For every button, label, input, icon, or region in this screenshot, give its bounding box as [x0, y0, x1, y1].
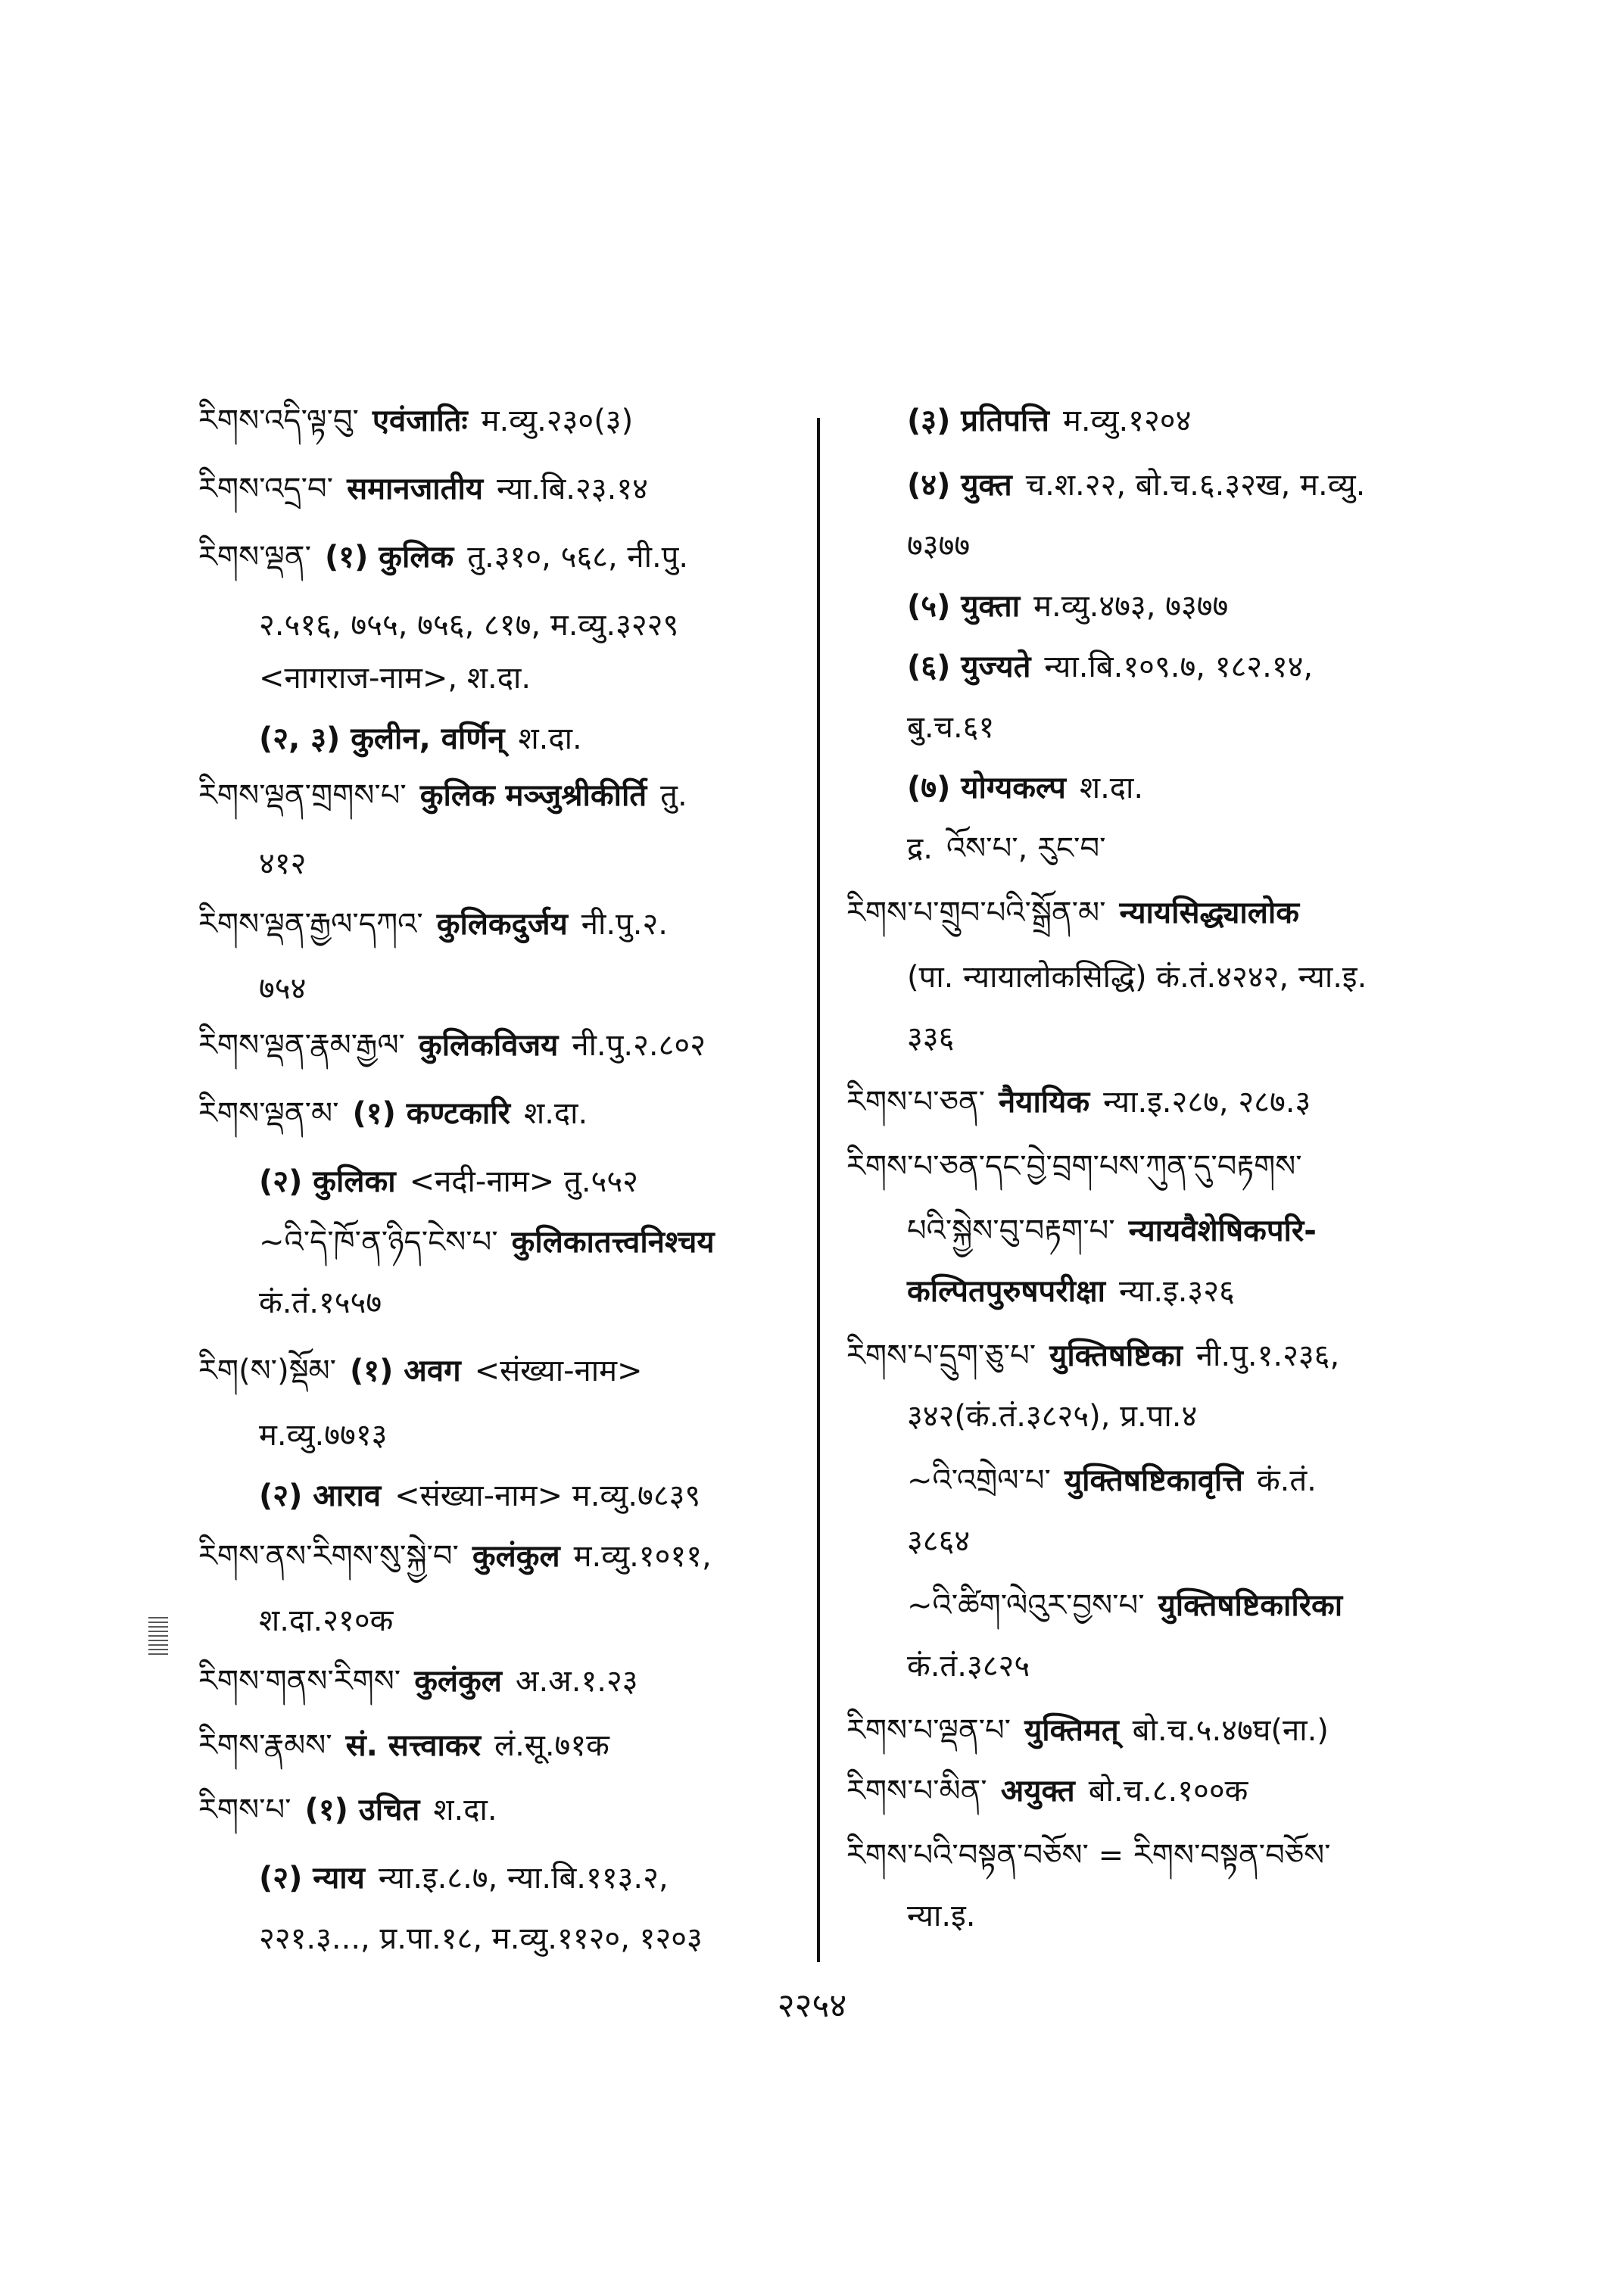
entry-line: [259, 1162, 652, 1201]
entry-line: [907, 1522, 983, 1561]
tibetan-headword: རིགས་པ་ཅན་: [846, 1085, 986, 1120]
reference: ७५४: [259, 971, 307, 1006]
reference: म.व्यु.४७३, ७३७७: [1033, 589, 1229, 624]
reference: श.दा.: [524, 1096, 588, 1131]
reference: ३४२(कं.तं.३८२५), प्र.पा.४: [907, 1399, 1198, 1434]
entry-line: [198, 1537, 725, 1576]
tibetan-headword: རིགས་ལྡན་གྲགས་པ་: [198, 778, 407, 813]
tibetan-headword: རིགས་པ་: [198, 1793, 291, 1827]
sanskrit-equivalent: एवंजातिः: [372, 403, 468, 438]
tibetan-headword: རིགས་ལྡན་: [198, 540, 311, 575]
entry-line: [907, 708, 1008, 747]
reference: श.दा.: [1079, 771, 1144, 805]
reference: कं.तं.१५५७: [259, 1285, 382, 1320]
entry-line: [907, 1397, 1211, 1436]
tibetan-headword: ~འི་ཚིག་ལེའུར་བྱས་པ་: [907, 1588, 1145, 1623]
tibetan-headword: རིགས་འདི་ལྟ་བུ་: [198, 403, 359, 438]
entry-line: [198, 1790, 511, 1830]
sanskrit-equivalent: सं. सत्त्वाकर: [345, 1728, 481, 1763]
tibetan-headword: ~འི་འགྲེལ་པ་: [907, 1463, 1051, 1498]
sanskrit-equivalent: (२) कुलिका: [259, 1164, 396, 1199]
entry-line: [907, 958, 1380, 997]
entry-line: [907, 1586, 1356, 1625]
entry-line: [907, 526, 983, 565]
sanskrit-equivalent: कुलिकातत्त्वनिश्चय: [511, 1225, 715, 1260]
tibetan-headword: རིགས་པའི་བསྟན་བཅོས་ = རིགས་བསྟན་བཅོས་: [846, 1838, 1331, 1873]
sanskrit-equivalent: (१) कण्टकारि: [352, 1096, 511, 1131]
margin-mark: [148, 1617, 168, 1655]
entry-line: [907, 1896, 989, 1936]
entry-line: [907, 587, 1242, 626]
sanskrit-equivalent: कल्पितपुरुषपरीक्षा: [907, 1274, 1105, 1309]
entry-line: [907, 466, 1379, 505]
sanskrit-equivalent: (२) न्याय: [259, 1861, 365, 1896]
reference: श.दा.: [433, 1793, 497, 1827]
entry-line: [198, 1726, 623, 1765]
entry-line: [846, 1771, 1261, 1811]
tibetan-headword: རིགས་པ་གྲུབ་པའི་སྒྲོན་མ་: [846, 896, 1106, 930]
sanskrit-equivalent: कुलिकविजय: [418, 1028, 559, 1063]
sanskrit-equivalent: (१) अवग: [349, 1354, 461, 1388]
tibetan-headword: རིག(ས་)སྡོམ་: [198, 1354, 336, 1388]
entry-line: [907, 1272, 1248, 1311]
reference: न्या.इ.२८७, २८७.३: [1103, 1085, 1311, 1120]
sanskrit-equivalent: (३) प्रतिपत्ति: [907, 403, 1049, 438]
reference: ७३७७: [907, 528, 971, 563]
page-number: २२५४: [777, 1986, 847, 2025]
reference: ४१२: [259, 846, 307, 881]
sanskrit-equivalent: नैयायिक: [999, 1085, 1090, 1120]
reference: (पा. न्यायालोकसिद्धि) कं.तं.४२४२, न्या.इ.: [907, 960, 1367, 995]
reference: श.दा.: [518, 721, 582, 756]
sanskrit-equivalent: युक्तिमत्: [1024, 1713, 1119, 1748]
entry-line: [846, 1711, 1342, 1750]
entry-line: [259, 606, 692, 645]
reference: न्या.बि.२३.१४: [497, 472, 648, 506]
sanskrit-equivalent: न्यायसिद्ध्यालोक: [1119, 896, 1299, 930]
reference: म.व्यु.१२०४: [1062, 403, 1192, 438]
entry-line: [907, 768, 1157, 808]
tibetan-headword: རིགས་ནས་རིགས་སུ་སྐྱེ་བ་: [198, 1539, 459, 1574]
sanskrit-equivalent: युक्तिषष्टिकारिका: [1158, 1588, 1343, 1623]
entry-line: [198, 1094, 601, 1133]
sanskrit-equivalent: समानजातीय: [347, 472, 484, 506]
sanskrit-equivalent: (७) योग्यकल्प: [907, 771, 1066, 805]
entry-line: [259, 719, 596, 759]
sanskrit-equivalent: कुलिकदुर्जय: [436, 907, 568, 942]
entry-line: [846, 1836, 1345, 1875]
tibetan-headword: རིགས་ལྡན་རྒྱལ་དཀའ་: [198, 907, 423, 942]
entry-line: [198, 905, 681, 944]
tibetan-headword: རིགས་རྣམས་: [198, 1728, 332, 1763]
tibetan-headword: རིགས་པ་དྲུག་ཅུ་པ་: [846, 1338, 1036, 1373]
tibetan-headword: འོས་པ་, རུང་བ་: [946, 831, 1106, 866]
reference: न्या.इ.३२६: [1119, 1274, 1235, 1309]
sanskrit-equivalent: (६) युज्यते: [907, 650, 1031, 684]
entry-line: [907, 829, 1119, 868]
entry-line: [907, 401, 1205, 441]
entry-line: [198, 469, 662, 509]
entry-line: [907, 1211, 1330, 1251]
reference: बो.च.८.१००क: [1088, 1774, 1248, 1809]
entry-line: [907, 647, 1326, 687]
sanskrit-equivalent: (४) युक्त: [907, 468, 1012, 503]
entry-line: [846, 1336, 1353, 1375]
entry-line: [198, 1351, 656, 1391]
entry-line: [198, 1026, 719, 1065]
sanskrit-equivalent: न्यायवैशेषिकपरि-: [1128, 1213, 1317, 1248]
reference: बो.च.५.४७घ(ना.): [1132, 1713, 1329, 1748]
reference: बु.च.६१: [907, 710, 995, 745]
reference: ३३६: [907, 1020, 955, 1055]
sanskrit-equivalent: (२) आराव: [259, 1478, 382, 1513]
reference: २२१.३..., प्र.पा.१८, म.व्यु.११२०, १२०३: [259, 1921, 703, 1956]
entry-line: [259, 1919, 716, 1958]
entry-line: [259, 1476, 714, 1516]
entry-line: [198, 1662, 652, 1701]
reference: म.व्यु.७७१३: [259, 1418, 388, 1453]
reference: कं.तं.: [1256, 1463, 1317, 1498]
tibetan-headword: རིགས་པ་ཅན་དང་བྱེ་བྲག་པས་ཀུན་དུ་བརྟགས་: [846, 1149, 1302, 1184]
entry-line: [846, 893, 1313, 933]
entry-line: [259, 969, 320, 1008]
reference: तु.३१०, ५६८, नी.पु.: [467, 540, 689, 575]
reference: <नागराज-नाम>, श.दा.: [259, 661, 531, 696]
reference: लं.सू.७१क: [494, 1728, 609, 1763]
reference: <संख्या-नाम> म.व्यु.७८३९: [394, 1478, 701, 1513]
sanskrit-equivalent: युक्तिषष्टिकावृत्ति: [1064, 1463, 1243, 1498]
entry-line: [907, 1647, 1043, 1686]
entry-line: [259, 1601, 407, 1640]
reference: कं.तं.३८२५: [907, 1649, 1030, 1684]
sanskrit-equivalent: कुलंकुल: [414, 1664, 502, 1699]
entry-line: [259, 1223, 728, 1262]
tibetan-headword: ~འི་དེ་ཁོ་ན་ཉིད་ངེས་པ་: [259, 1225, 498, 1260]
sanskrit-equivalent: कुलिक मञ्जुश्रीकीर्ति: [419, 778, 647, 813]
reference: ३८६४: [907, 1524, 971, 1559]
tibetan-headword: པའི་སྐྱེས་བུ་བརྟག་པ་: [907, 1213, 1115, 1248]
reference: नी.पु.२.८०२: [572, 1028, 706, 1063]
reference: श.दा.२१०क: [259, 1603, 394, 1638]
reference: म.व्यु.२३०(३): [481, 403, 634, 438]
sanskrit-equivalent: (१) उचित: [304, 1793, 420, 1827]
tibetan-headword: རིགས་ལྡན་རྣམ་རྒྱལ་: [198, 1028, 405, 1063]
entry-line: [846, 1147, 1316, 1186]
tibetan-headword: རིགས་པ་ལྡན་པ་: [846, 1713, 1011, 1748]
entry-line: [259, 844, 320, 883]
entry-line: [198, 537, 702, 577]
reference: न्या.इ.: [907, 1899, 976, 1933]
reference: च.श.२२, बो.च.६.३२ख, म.व्यु.: [1025, 468, 1366, 503]
sanskrit-equivalent: कुलंकुल: [472, 1539, 560, 1574]
entry-line: [846, 1083, 1324, 1122]
entry-line: [907, 1461, 1330, 1500]
reference: <संख्या-नाम>: [474, 1354, 643, 1388]
sanskrit-equivalent: (५) युक्ता: [907, 589, 1021, 624]
column-divider: [817, 418, 820, 1962]
tibetan-headword: རིགས་ལྡན་མ་: [198, 1096, 339, 1131]
reference: २.५१६, ७५५, ७५६, ८१७, म.व्यु.३२२९: [259, 608, 679, 643]
reference: म.व्यु.१०११,: [573, 1539, 712, 1574]
entry-line: [259, 1858, 682, 1898]
reference: नी.पु.१.२३६,: [1195, 1338, 1340, 1373]
entry-line: [907, 1018, 968, 1058]
reference: तु.: [660, 778, 687, 813]
entry-line: [259, 1416, 401, 1455]
tibetan-headword: རིགས་པ་མིན་: [846, 1774, 987, 1809]
entry-line: [198, 401, 647, 441]
tibetan-headword: རིགས་འདྲ་བ་: [198, 472, 334, 506]
reference: नी.पु.२.: [581, 907, 669, 942]
reference: द्र.: [907, 831, 933, 866]
entry-line: [259, 659, 544, 698]
tibetan-headword: རིགས་གནས་རིགས་: [198, 1664, 401, 1699]
sanskrit-equivalent: (१) कुलिक: [325, 540, 454, 575]
sanskrit-equivalent: युक्तिषष्टिका: [1049, 1338, 1183, 1373]
entry-line: [198, 776, 701, 815]
reference: न्या.बि.१०९.७, १८२.१४,: [1044, 650, 1314, 684]
sanskrit-equivalent: (२, ३) कुलीन, वर्णिन्: [259, 721, 505, 756]
reference: <नदी-नाम> तु.५५२: [409, 1164, 638, 1199]
reference: न्या.इ.८.७, न्या.बि.११३.२,: [378, 1861, 669, 1896]
reference: अ.अ.१.२३: [515, 1664, 638, 1699]
sanskrit-equivalent: अयुक्त: [1000, 1774, 1075, 1809]
entry-line: [259, 1283, 395, 1323]
